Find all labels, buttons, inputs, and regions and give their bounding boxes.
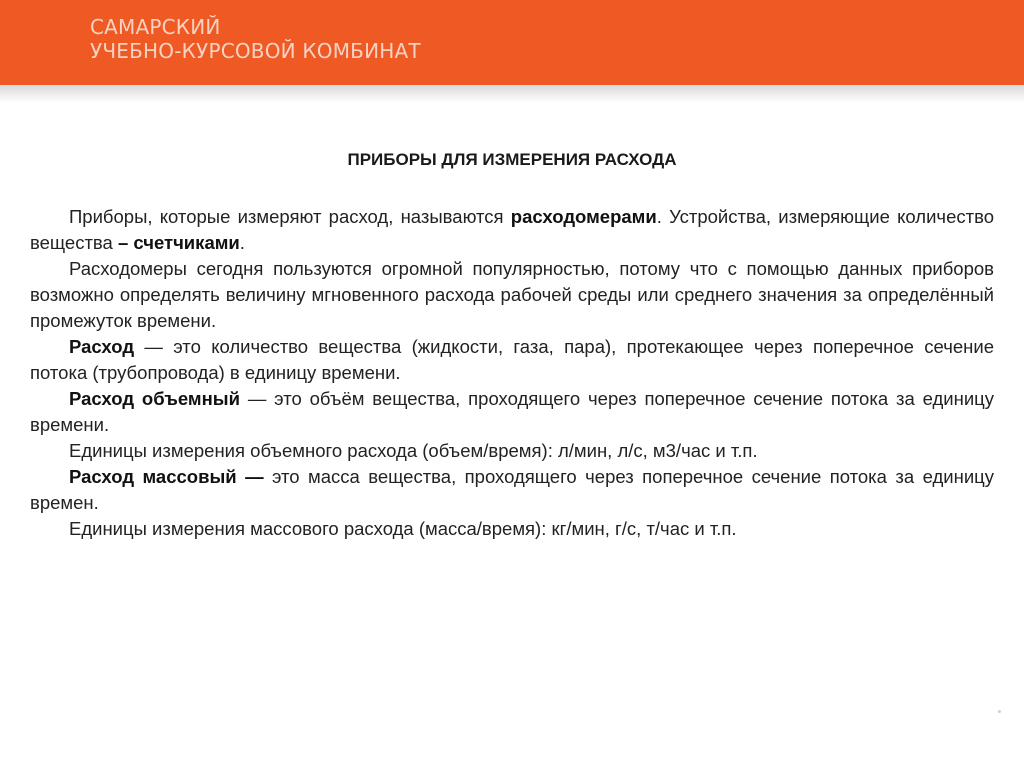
term-volumetric-flow: Расход объемный	[69, 388, 240, 409]
paragraph-7	[30, 516, 994, 542]
brand-logo	[90, 15, 421, 63]
term-counters: – счетчиками	[117, 232, 240, 253]
p1-text-e: .	[239, 232, 245, 253]
banner-shadow	[0, 85, 1024, 103]
corner-dot	[998, 710, 1001, 713]
paragraph-6	[30, 464, 994, 516]
brand-line-2: УЧЕБНО-КУРСОВОЙ КОМБИНАТ	[90, 39, 421, 63]
paragraph-2	[30, 256, 994, 334]
p5-text: Единицы измерения объемного расхода (объем/время): л/мин, л/с, м3/час и т.п.	[69, 440, 758, 461]
p3-text: — это количество вещества (жидкости, газа, пара), протекающее через поперечное сечение потока (трубопровода) в единицу времени.	[30, 336, 994, 383]
header-banner	[0, 0, 1024, 85]
paragraph-4	[30, 386, 994, 438]
p6-text: это масса вещества, проходящего через поперечное сечение потока за единицу времен.	[30, 466, 994, 513]
term-mass-flow: Расход массовый —	[69, 466, 264, 487]
term-flowmeters: расходомерами	[510, 206, 657, 227]
p7-text: Единицы измерения массового расхода (масса/время): кг/мин, г/с, т/час и т.п.	[69, 518, 737, 539]
p4-text: — это объём вещества, проходящего через поперечное сечение потока за единицу времени.	[30, 388, 994, 435]
p2-text: Расходомеры сегодня пользуются огромной популярностью, потому что с помощью данных приборов возможно определять величину мгновенного расхода рабочей среды или среднего значения за определённый промежуток времени.	[30, 258, 994, 331]
slide-body	[30, 204, 994, 542]
paragraph-3	[30, 334, 994, 386]
p1-text-a: Приборы, которые измеряют расход, называются	[69, 206, 511, 227]
p1-text-c: . Устройства, измеряющие количество вещества	[30, 206, 994, 253]
term-flow: Расход	[69, 336, 135, 357]
brand-line-1: САМАРСКИЙ	[90, 15, 221, 39]
slide-title: ПРИБОРЫ ДЛЯ ИЗМЕРЕНИЯ РАСХОДА	[347, 150, 677, 169]
paragraph-5	[30, 438, 994, 464]
paragraph-1	[30, 204, 994, 256]
